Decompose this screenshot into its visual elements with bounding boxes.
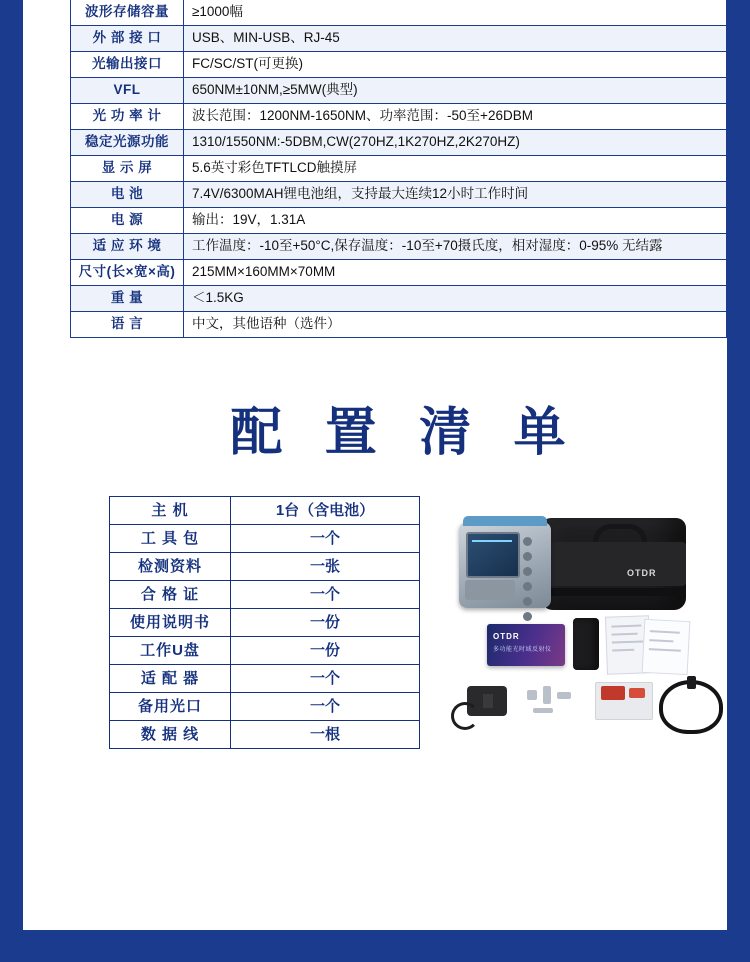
manual-subtitle: 多功能光时域反射仪: [493, 647, 552, 653]
page-title: 配 置 清 单: [230, 404, 580, 462]
tool-red-part: [601, 686, 625, 700]
paper-line: [611, 625, 641, 628]
config-item-qty: 一根: [231, 721, 420, 749]
device-top-panel: [463, 516, 547, 526]
small-accessories-image: [525, 684, 585, 724]
manual-cover-image: [487, 624, 565, 666]
config-item-qty: 一份: [231, 609, 420, 637]
table-row: [71, 78, 727, 104]
spec-value: ≥1000幅: [184, 0, 727, 26]
paper-line: [649, 639, 673, 642]
table-row: [71, 260, 727, 286]
config-item-qty: 一张: [231, 553, 420, 581]
paper-line: [612, 633, 638, 636]
spec-label: 稳定光源功能: [71, 130, 184, 156]
spec-label: 重 量: [71, 286, 184, 312]
configuration-list-body: [110, 497, 420, 749]
spec-value: 7.4V/6300MAH锂电池组，支持最大连续12小时工作时间: [184, 182, 727, 208]
spec-value: FC/SC/ST(可更换): [184, 52, 727, 78]
config-item-name: 数 据 线: [110, 721, 231, 749]
paper-line: [650, 630, 680, 634]
device-key: [523, 567, 532, 576]
config-item-name: 工 具 包: [110, 525, 231, 553]
bag-strap: [541, 588, 686, 596]
config-item-qty: 一个: [231, 665, 420, 693]
carry-bag-image: [541, 518, 686, 610]
adapter-plug: [483, 694, 493, 708]
spec-value: 输出：19V，1.31A: [184, 208, 727, 234]
table-row: [71, 104, 727, 130]
list-item: [110, 665, 420, 693]
config-item-qty: 一份: [231, 637, 420, 665]
device-key: [523, 612, 532, 621]
spec-label: 光输出接口: [71, 52, 184, 78]
spec-label: 光 功 率 计: [71, 104, 184, 130]
product-photo: [443, 496, 733, 766]
certificate-sheet-image: [642, 619, 691, 675]
list-item: [110, 609, 420, 637]
usb-connector: [687, 676, 696, 689]
spec-value: 波长范围：1200NM-1650NM、功率范围：-50至+26DBM: [184, 104, 727, 130]
table-row: [71, 182, 727, 208]
list-item: [110, 721, 420, 749]
device-key: [523, 552, 532, 561]
tool-red-part-small: [629, 688, 645, 698]
list-item: [110, 525, 420, 553]
adapter-cable: [451, 702, 479, 730]
spec-value: 1310/1550NM:-5DBM,CW(270HZ,1K270HZ,2K270HZ): [184, 130, 727, 156]
table-row: [71, 26, 727, 52]
spec-label: VFL: [71, 78, 184, 104]
spec-label: 电 池: [71, 182, 184, 208]
spec-label: 适 应 环 境: [71, 234, 184, 260]
specification-table: [70, 0, 727, 338]
accessory-part: [543, 686, 551, 704]
paper-line: [612, 649, 634, 652]
spec-label: 电 源: [71, 208, 184, 234]
list-item: [110, 581, 420, 609]
spec-value: USB、MIN-USB、RJ-45: [184, 26, 727, 52]
config-item-name: 主 机: [110, 497, 231, 525]
spec-value: 工作温度：-10至+50°C,保存温度：-10至+70摄氏度，相对湿度：0-95% 无结露: [184, 234, 727, 260]
device-lower-panel: [465, 580, 515, 600]
accessory-part: [527, 690, 537, 700]
spec-label: 尺寸(长×宽×高): [71, 260, 184, 286]
spec-value: ＜1.5KG: [184, 286, 727, 312]
device-keypad: [521, 534, 545, 596]
paper-line: [612, 640, 644, 643]
spec-label: 外 部 接 口: [71, 26, 184, 52]
device-key: [523, 597, 532, 606]
spec-value: 中文，其他语种（选件）: [184, 312, 727, 338]
otdr-device-image: [459, 522, 551, 608]
config-item-name: 检测资料: [110, 553, 231, 581]
list-item: [110, 693, 420, 721]
table-row: [71, 0, 727, 26]
config-item-name: 备用光口: [110, 693, 231, 721]
manual-title: OTDR: [493, 632, 520, 641]
paper-line: [649, 648, 681, 652]
table-row: [71, 286, 727, 312]
content-sheet: [23, 0, 727, 930]
spec-value: 215MM×160MM×70MM: [184, 260, 727, 286]
accessory-part: [557, 692, 571, 699]
spec-value: 650NM±10NM,≥5MW(典型): [184, 78, 727, 104]
config-item-name: 合 格 证: [110, 581, 231, 609]
spec-label: 显 示 屏: [71, 156, 184, 182]
bag-flap: [541, 542, 686, 586]
device-key: [523, 582, 532, 591]
config-item-qty: 一个: [231, 581, 420, 609]
config-item-qty: 1台（含电池）: [231, 497, 420, 525]
config-item-qty: 一个: [231, 525, 420, 553]
specification-table-body: [71, 0, 727, 338]
list-item: [110, 637, 420, 665]
spec-value: 5.6英寸彩色TFTLCD触摸屏: [184, 156, 727, 182]
table-row: [71, 52, 727, 78]
table-row: [71, 130, 727, 156]
table-row: [71, 156, 727, 182]
configuration-list-table: [109, 496, 420, 749]
accessory-part: [533, 708, 553, 713]
config-item-name: 适 配 器: [110, 665, 231, 693]
config-item-qty: 一个: [231, 693, 420, 721]
config-item-name: 工作U盘: [110, 637, 231, 665]
config-item-name: 使用说明书: [110, 609, 231, 637]
spec-label: 波形存储容量: [71, 0, 184, 26]
spec-label: 语 言: [71, 312, 184, 338]
device-screen: [466, 532, 520, 578]
device-key: [523, 537, 532, 546]
accessory-pouch-image: [573, 618, 599, 670]
table-row: [71, 208, 727, 234]
table-row: [71, 312, 727, 338]
bag-logo: OTDR: [627, 568, 657, 578]
list-item: [110, 497, 420, 525]
table-row: [71, 234, 727, 260]
list-item: [110, 553, 420, 581]
